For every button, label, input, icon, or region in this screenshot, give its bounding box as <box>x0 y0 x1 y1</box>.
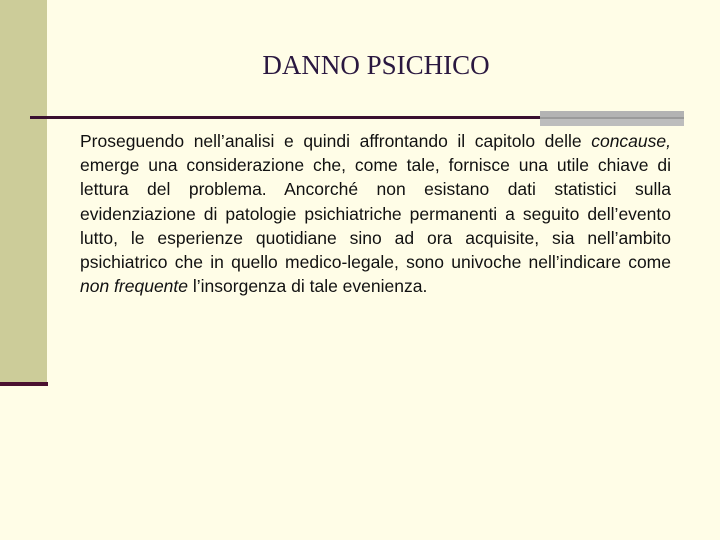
paragraph-italic-concause: concause, <box>591 131 671 151</box>
paragraph-text-part-2: emerge una considerazione che, come tale, fornisce una utile chiave di lettura del problema. Ancorché non esistano dati statistici sulla evidenziazione di patologie psichiatriche permanenti a seguito dell’evento lutto, le esperienze quotidiane sino ad ora acquisite, sia nell’ambito psichiatrico che in quello medico-legale, sono univoche nell’indicare come <box>80 155 671 273</box>
sidebar-bottom-accent <box>0 382 48 386</box>
slide-title: DANNO PSICHICO <box>262 50 490 80</box>
body-paragraph <box>80 129 671 298</box>
title-divider-dark <box>30 116 540 119</box>
title-divider-gray-block-lower <box>540 119 684 126</box>
left-sidebar-band <box>0 0 47 383</box>
paragraph-text-part-3: l’insorgenza di tale evenienza. <box>188 276 428 297</box>
paragraph-text-part-1: Proseguendo nell’analisi e quindi affrontando il capitolo delle <box>80 131 592 151</box>
paragraph-italic-non-frequente: non frequente <box>80 276 189 297</box>
